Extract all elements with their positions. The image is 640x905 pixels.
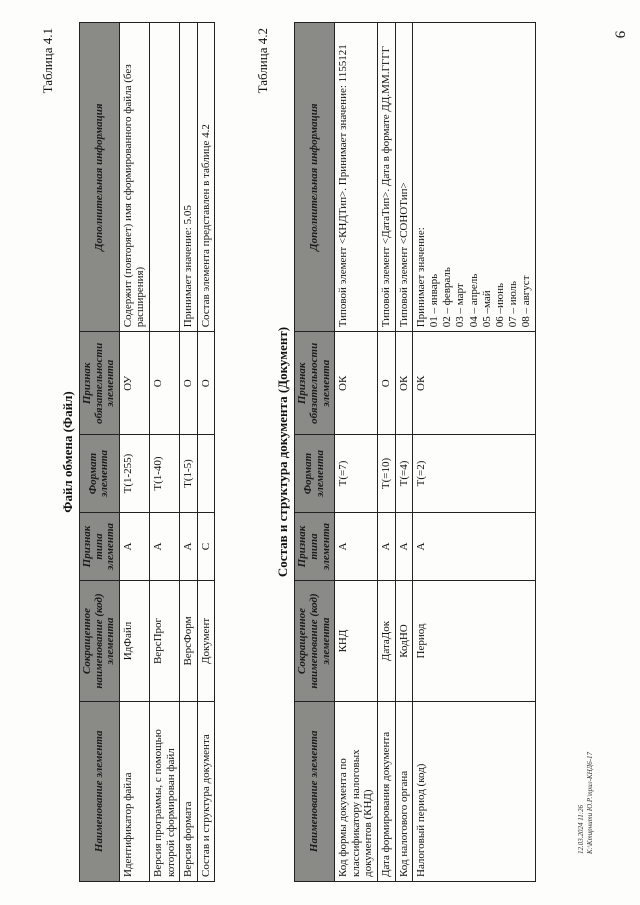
- cell: ОК: [413, 332, 536, 435]
- cell: Т(1-5): [180, 435, 198, 512]
- cell: Идентификатор файла: [119, 701, 149, 881]
- header-cell: Признак типа элемента: [295, 512, 335, 581]
- cell: Содержит (повторяет) имя сформированного файла (без расширения): [119, 23, 149, 332]
- header-cell: Формат элемента: [80, 435, 120, 512]
- cell: Период: [413, 581, 536, 701]
- cell: Налоговый период (код): [413, 701, 536, 881]
- cell: [149, 23, 179, 332]
- cell: А: [395, 512, 413, 581]
- cell: О: [180, 332, 198, 435]
- cell: О: [149, 332, 179, 435]
- cell: [197, 435, 215, 512]
- header-cell: Сокращенное наименование (код) элемента: [80, 581, 120, 701]
- page-number: 9: [610, 30, 627, 39]
- cell: Т(=7): [335, 435, 378, 512]
- cell: Т(=2): [413, 435, 536, 512]
- table2-title: Состав и структура документа (Документ): [275, 326, 291, 578]
- rotated-page-content: [40, 22, 600, 882]
- period-values-list: [428, 27, 534, 327]
- header-cell: Наименование элемента: [295, 701, 335, 881]
- table-row: [149, 23, 179, 882]
- table-header-row: [80, 23, 120, 882]
- cell: Состав элемента представлен в таблице 4.2: [197, 23, 215, 332]
- cell: ОК: [395, 332, 413, 435]
- header-cell: Наименование элемента: [80, 701, 120, 881]
- cell: Код формы документа по классификатору налоговых документов (КНД): [335, 701, 378, 881]
- header-cell: Признак обязательности элемента: [80, 332, 120, 435]
- cell: КНД: [335, 581, 378, 701]
- cell: А: [413, 512, 536, 581]
- cell: Версия формата: [180, 701, 198, 881]
- table-row: [395, 23, 413, 882]
- cell: Т(=4): [395, 435, 413, 512]
- cell: Т(1-255): [119, 435, 149, 512]
- cell: ИдФайл: [119, 581, 149, 701]
- cell: А: [378, 512, 396, 581]
- list-item: 05 –май: [480, 290, 493, 328]
- cell: Типовой элемент <КНДТип>. Принимает значение: 1155121: [335, 23, 378, 332]
- cell: ДатаДок: [378, 581, 396, 701]
- cell: Состав и структура документа: [197, 701, 215, 881]
- cell: ВерсПрог: [149, 581, 179, 701]
- footer-date: 12.03.2024 11:26: [577, 804, 586, 854]
- cell: О: [197, 332, 215, 435]
- cell: А: [119, 512, 149, 581]
- cell: Дата формирования документа: [378, 701, 396, 881]
- cell: Версия программы, с помощью которой сформирован файл: [149, 701, 179, 881]
- table-header-row: [295, 23, 335, 882]
- table-row: [413, 23, 536, 882]
- table1-caption: Таблица 4.1: [40, 28, 55, 94]
- header-cell: Дополнительная информация: [80, 23, 120, 332]
- file-footer: [577, 752, 594, 854]
- table-row: [378, 23, 396, 882]
- table-row: [119, 23, 149, 882]
- cell: ОУ: [119, 332, 149, 435]
- list-item: 08 – август: [520, 275, 533, 328]
- period-intro: Принимает значение:: [415, 227, 428, 328]
- header-cell: Признак типа элемента: [80, 512, 120, 581]
- table1-title: Файл обмена (Файл): [60, 391, 75, 513]
- list-item: 03 – март: [454, 283, 467, 328]
- cell: А: [180, 512, 198, 581]
- list-item: 04 – апрель: [467, 273, 480, 328]
- cell: ОК: [335, 332, 378, 435]
- cell: Т(=10): [378, 435, 396, 512]
- table-document-structure: [294, 22, 536, 882]
- table-row: [335, 23, 378, 882]
- list-item: 02 – февраль: [441, 267, 454, 328]
- cell: Принимает значение: 5.05: [180, 23, 198, 332]
- cell: О: [378, 332, 396, 435]
- table-row: [180, 23, 198, 882]
- table-row: [197, 23, 215, 882]
- header-cell: Признак обязательности элемента: [295, 332, 335, 435]
- header-cell: Формат элемента: [295, 435, 335, 512]
- cell: Т(1-40): [149, 435, 179, 512]
- cell: Типовой элемент <СОНОТип>: [395, 23, 413, 332]
- cell: А: [149, 512, 179, 581]
- table2-caption: Таблица 4.2: [255, 28, 271, 94]
- cell: С: [197, 512, 215, 581]
- cell: Документ: [197, 581, 215, 701]
- list-item: 06 –июнь: [493, 283, 506, 328]
- header-cell: Дополнительная информация: [295, 23, 335, 332]
- list-item: 01 – январь: [427, 273, 440, 328]
- cell: ВерсФорм: [180, 581, 198, 701]
- cell: Типовой элемент <ДатаТип>. Дата в формате ДД.ММ.ГГГГ: [378, 23, 396, 332]
- footer-path: К:\Ктирнити Ю.Р.\прил-КНД6-17: [585, 751, 594, 854]
- list-item: 07 – июль: [507, 280, 520, 328]
- cell: КодНО: [395, 581, 413, 701]
- cell: Код налогового органа: [395, 701, 413, 881]
- header-cell: Сокращенное наименование (код) элемента: [295, 581, 335, 701]
- table-exchange-file: [79, 22, 215, 882]
- cell: [413, 23, 536, 332]
- cell: А: [335, 512, 378, 581]
